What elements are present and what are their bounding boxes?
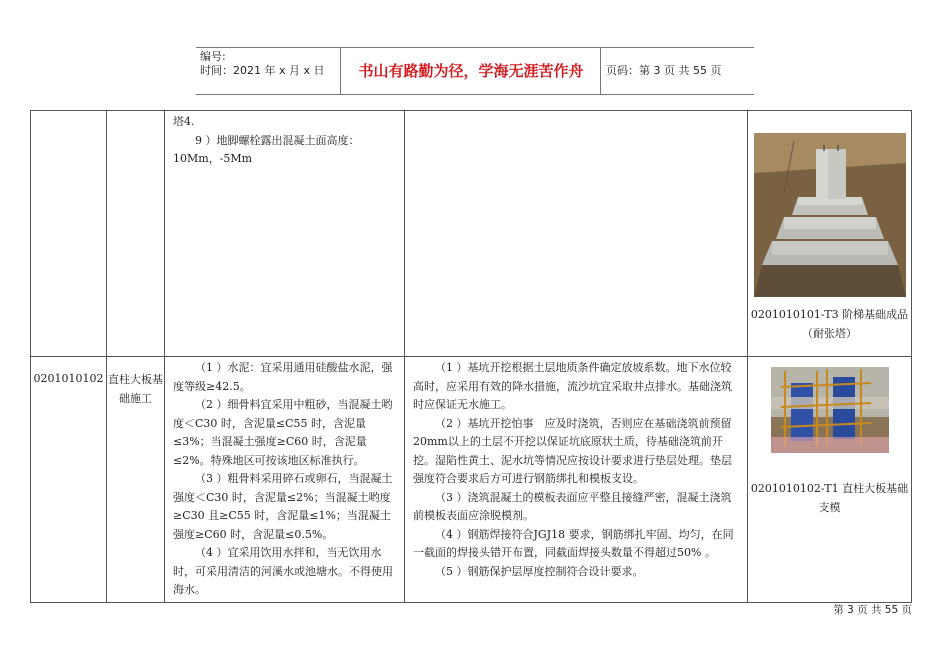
motto: 书山有路勤为径，学海无涯苦作舟 <box>358 62 584 80</box>
text-line: （2 ）细骨料宜采用中粗砂，当混凝土哟度＜C30 时，含泥量≤C55 时，含泥量≤3%；当混凝土强度≥C60 时，含泥量≤2%。特殊地区可按该地区标准执行。 <box>173 398 393 467</box>
stepped-foundation-photo <box>754 133 906 297</box>
text-line: （1 ）基坑开挖根据土层地质条件确定放坡系数。地下水位较高时，应采用有效的降水措施，流沙坑宜采取井点排水。基础浇筑时应保证无水施工。 <box>413 361 732 411</box>
photo-caption: 0201010102-T1 直柱大板基础支模 <box>750 482 909 514</box>
table-row <box>31 357 912 603</box>
text-line: （5 ）钢筋保护层厚度控制符合设计要求。 <box>435 564 644 578</box>
code-cell <box>31 357 107 603</box>
number-label: 编号: <box>200 50 226 63</box>
text-line: 塔4. <box>173 115 195 128</box>
text-line: （4 ）钢筋焊接符合JGJ18 要求，钢筋绑扎牢固、均匀，在同一截面的焊接头错开布置，同截面焊接头数量不得超过50% 。 <box>413 527 734 559</box>
text-line: （3 ）粗骨料采用碎石或卵石，当混凝土强度＜C30 时，含泥量≤2%；当混凝土哟度≥C30 且≥C55 时，含泥量≤1%；当混凝土强度≥C60 时，含泥量≤0.5%。 <box>173 472 393 541</box>
text-line: （2 ）基坑开挖怕事 应及时浇筑，否则应在基础浇筑前预留20mm以上的土层不开挖以保证坑底原状土质，待基础浇筑前开挖。湿陷性黄土、泥水坑等情况应按设计要求进行垫层处理。垫层强度符合要求后方可进行钢筋绑扎和模板支设。 <box>413 416 732 485</box>
page-label: 页码：第 3 页 共 55 页 <box>606 64 722 77</box>
name-cell <box>107 111 165 357</box>
process-cell <box>405 111 748 357</box>
code-cell <box>31 111 107 357</box>
construction-table <box>30 110 912 603</box>
time-label: 时间：2021 年 x 月 x 日 <box>200 64 325 77</box>
header-divider <box>600 48 601 94</box>
image-cell <box>748 111 912 357</box>
page-footer: 第 3 页 共 55 页 <box>833 604 912 616</box>
item-code: 0201010102 <box>33 372 104 385</box>
table-row <box>31 111 912 357</box>
photo-caption: 0201010101-T3 阶梯基础成品（耐张塔） <box>750 308 909 340</box>
materials-cell <box>165 111 405 357</box>
process-cell <box>405 357 748 603</box>
name-cell <box>107 357 165 603</box>
text-line: （4 ）宜采用饮用水拌和，当无饮用水时，可采用清洁的河溪水或池塘水。不得使用海水。 <box>173 546 393 596</box>
text-line: 10Mm，-5Mm <box>173 152 253 165</box>
image-cell <box>748 357 912 603</box>
item-name: 直柱大板基础施工 <box>108 373 163 405</box>
formwork-photo <box>771 367 889 453</box>
text-line: 9 ）地脚螺栓露出混凝土面高度： <box>195 133 360 147</box>
materials-cell <box>165 357 405 603</box>
text-line: （3 ）浇筑混凝土的模板表面应平整且接缝严密，混凝土浇筑前模板表面应涂脱模剂。 <box>413 490 732 522</box>
text-line: （1 ）水泥：宜采用通用硅酸盐水泥，强度等级≥42.5。 <box>173 361 393 393</box>
page-header <box>196 47 754 95</box>
header-divider <box>340 48 341 94</box>
header-meta <box>200 50 340 78</box>
